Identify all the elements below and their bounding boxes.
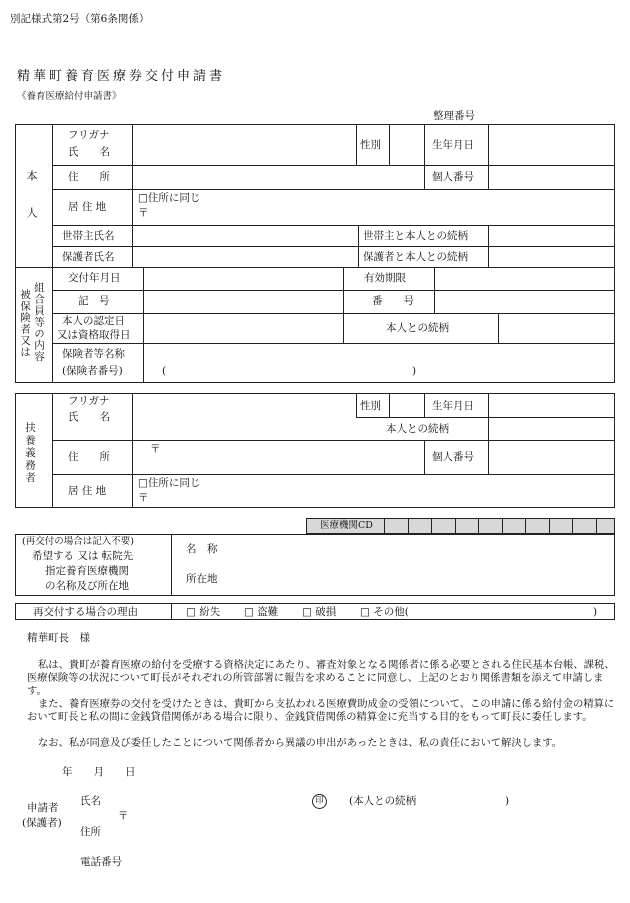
supporter-residence-label: 居 住 地 [68,485,107,497]
medical-note-3: 指定養育医療機関 [45,565,129,577]
supporter-furigana-label: フリガナ [68,395,110,407]
guardian-rel-label: 保護者と本人との続柄 [363,251,468,263]
symbol-label: 記 号 [78,295,110,307]
seiri-label: 整理番号 [433,110,475,122]
supporter-birth-label: 生年月日 [432,400,474,412]
applicant-rel-label: (本人との続柄 [349,795,417,807]
applicant-phone-label: 電話番号 [80,856,122,868]
same-as-address-checkbox[interactable]: □住所に同じ [138,192,201,204]
cert-date-label-1: 本人の認定日 [62,315,125,327]
supporter-postal-mark: 〒 [150,443,161,455]
supporter-same-checkbox[interactable]: □住所に同じ [138,477,201,489]
application-date: 年 月 日 [62,766,136,778]
applicant-postal-mark: 〒 [118,810,129,822]
applicant-address-label: 住所 [80,826,101,838]
addressee: 精華町長 様 [27,632,90,644]
reason-lost-checkbox[interactable]: □ 紛失 [186,606,221,618]
supporter-rel-label: 本人との続柄 [386,423,449,435]
institution-name-label: 名 称 [186,543,218,555]
form-title: 精華町養育医療券交付申請書 [17,69,226,84]
medical-cd-label: 医療機関CD [320,520,373,531]
expiry-label: 有効期限 [364,272,406,284]
guardian-name-label: 保護者氏名 [62,251,115,263]
section-insured-b: 被保険者又は [19,289,31,358]
residence-label: 居 住 地 [68,201,107,213]
medical-note-4: の名称及び所在地 [45,580,129,592]
insurer-number-label: (保険者番号) [62,365,123,377]
supporter-name-label: 氏 名 [68,411,110,423]
section-insured-a: 組合員等の内容 [33,282,45,363]
reason-damaged-checkbox[interactable]: □ 破損 [302,606,337,618]
postal-mark: 〒 [138,207,149,219]
consent-paragraph-1: 私は、貴町が養育医療の給付を受療する資格決定にあたり、審査対象となる関係者に係る必要とされる住民基本台帳、課税、医療保険等の状況について町長がそれぞれの所管部署に報告を求めることに同意し、上記のとおり関係書類を添えて申請します。 [27,659,615,697]
name-label: 氏 名 [68,146,110,158]
relationship-label: 本人との続柄 [386,322,449,334]
supporter-sex-label: 性別 [360,400,381,412]
issue-date-label: 交付年月日 [68,272,121,284]
address-label: 住 所 [68,171,110,183]
section-supporter: 扶養義務者 [24,422,36,485]
consent-paragraph-2: また、養育医療券の交付を受けたときは、貴町から支払われる医療費助成金の受領について、この申請に係る給付金の精算において町長と私の間に金銭貸借関係がある場合に限り、金銭貸借関係の精算金に充当する目的をもって町長に委任します。 [27,698,615,723]
reason-other-checkbox[interactable]: □ その他( [360,606,409,618]
seal-mark: 印 [312,794,327,809]
supporter-address-label: 住 所 [68,451,110,463]
number-label: 番 号 [372,295,414,307]
sex-label: 性別 [360,139,381,151]
form-subtitle: 《養育医療給付申請書》 [17,91,122,102]
supporter-my-number-label: 個人番号 [432,451,474,463]
institution-location-label: 所在地 [186,573,218,585]
furigana-label: フリガナ [68,129,110,141]
birthdate-label: 生年月日 [432,139,474,151]
reason-label: 再交付する場合の理由 [33,606,138,618]
paren-open: ( [162,365,167,377]
applicant-label: 申請者 [27,802,59,814]
applicant-rel-close: ) [505,795,510,807]
consent-paragraph-3: なお、私が同意及び委任したことについて関係者から異議の申出があったときは、私の責任において解決します。 [38,737,563,749]
cert-date-label-2: 又は資格取得日 [57,329,131,341]
my-number-label: 個人番号 [432,171,474,183]
household-rel-label: 世帯主と本人との続柄 [363,230,468,242]
supporter-postal-mark-2: 〒 [138,492,149,504]
form-number: 別記様式第2号（第6条関係） [10,13,150,25]
reason-close-paren: ) [593,606,598,618]
section-honnin: 本人 [25,170,38,244]
insurer-name-label: 保険者等名称 [62,348,125,360]
medical-note-1: (再交付の場合は記入不要) [22,536,134,547]
paren-close: ) [412,365,417,377]
household-head-label: 世帯主氏名 [62,230,115,242]
guardian-label: (保護者) [22,817,62,829]
reason-stolen-checkbox[interactable]: □ 盗難 [244,606,279,618]
applicant-name-label: 氏名 [80,795,101,807]
medical-note-2: 希望する 又は 転院先 [32,550,134,562]
